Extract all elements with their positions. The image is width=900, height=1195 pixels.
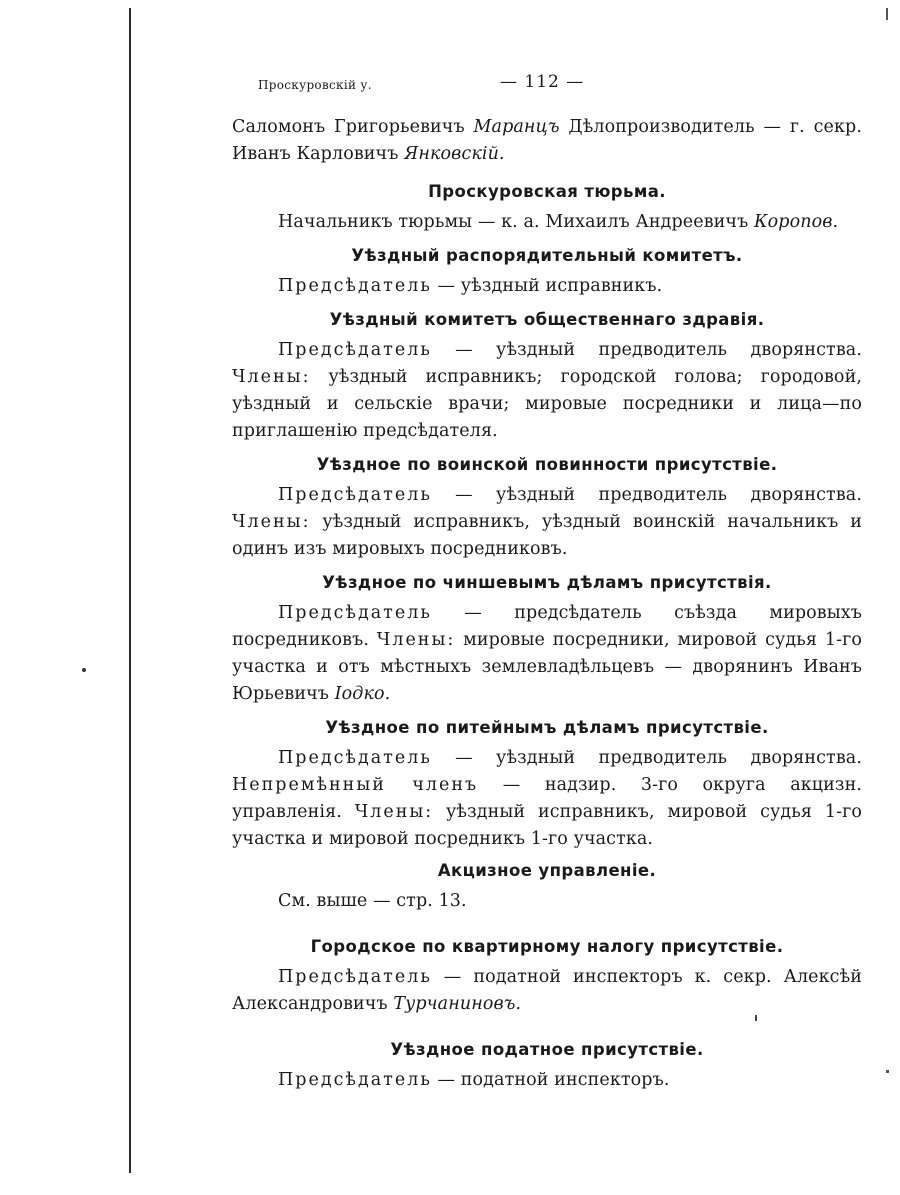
person-name: Коропов. [754,212,839,232]
section-paragraph [232,273,862,300]
role-label: Предсѣдатель [278,340,432,360]
scan-speck [886,1070,889,1073]
section-heading: Уѣздный комитетъ общественнаго здравія. [329,310,765,329]
section-text: уѣздный исправникъ, мировой судья 1-го участка и мировой посредникъ 1-го участка. [232,802,862,849]
role-label: Члены: [232,512,311,532]
section-text: — предсѣдатель съѣзда мировыхъ посредниковъ. [232,603,862,650]
role-label: Предсѣдатель [278,603,432,623]
section-paragraph: См. выше — стр. 13. [278,891,467,911]
role-label: Члены: [232,367,311,387]
role-label: Непремѣнный членъ [232,775,479,795]
section-paragraph [232,209,862,236]
page-number: — 112 — [500,72,585,92]
section-heading: Уѣздное по чиншевымъ дѣламъ присутствія. [322,573,772,592]
section-text: — уѣздный предводитель дворянства. [431,485,862,505]
section-heading: Уѣздное по питейнымъ дѣламъ присутствіе. [325,718,769,737]
scan-speck [886,8,888,20]
running-title: Проскуровскій у. [258,78,372,92]
section-heading: Уѣздное по воинской повинности присутствіе. [316,455,778,474]
person-name: Маранцъ [473,117,560,137]
section-text: — податной инспекторъ к. секр. Алексѣй Александровичъ [232,967,862,1014]
section-heading: Уѣздный распорядительный комитетъ. [351,246,743,265]
section-text: — податной инспекторъ. [431,1070,670,1090]
section-heading: Городское по квартирному налогу присутствіе. [310,937,784,956]
section-paragraph [232,745,862,853]
role-label: Начальникъ тюрьмы [278,212,473,232]
person-name: Турчаниновъ. [393,994,522,1014]
section-heading: Акцизное управленіе. [437,861,657,880]
role-label: Члены: [354,802,434,822]
person-name: Янковскій. [404,144,505,164]
scan-binding-line [129,8,131,1173]
role-label: Предсѣдатель [278,748,432,768]
role-label: Предсѣдатель [278,276,432,296]
section-text: — уѣздный исправникъ. [431,276,663,296]
role-label: Предсѣдатель [278,1070,432,1090]
intro-text: Дѣлопроизводитель — г. секр. Иванъ Карловичъ [232,117,862,164]
role-label: Предсѣдатель [278,485,432,505]
section-paragraph [232,1067,862,1094]
section-text: — надзир. 3-го округа акцизн. управленія. [232,775,862,822]
section-heading: Проскуровская тюрьма. [428,182,666,201]
section-text: — уѣздный предводитель дворянства. [431,748,862,768]
section-paragraph [232,337,862,445]
scan-speck [82,668,86,672]
section-text: — к. а. Михаилъ Андреевичъ [472,212,755,232]
intro-paragraph [232,114,862,168]
section-text: мировые посредники, мировой судья 1-го участка и отъ мѣстныхъ землевладѣльцевъ — дворянинъ Иванъ Юрьевичъ [232,630,862,704]
section-text: — уѣздный предводитель дворянства. [431,340,862,360]
intro-text: Саломонъ Григорьевичъ [232,117,474,137]
document-page [232,70,862,1094]
role-label: Члены: [376,630,456,650]
role-label: Предсѣдатель [278,967,432,987]
section-text: уѣздный исправникъ; городской голова; городовой, уѣздный и сельскіе врачи; мировые посредники и лица—по приглашенію предсѣдателя. [232,367,862,441]
page-header [232,70,862,100]
section-heading: Уѣздное податное присутствіе. [390,1040,704,1059]
section-paragraph [232,482,862,563]
person-name: Іодко. [334,684,391,704]
section-paragraph [232,964,862,1018]
section-paragraph [232,600,862,708]
section-text: уѣздный исправникъ, уѣздный воинскій начальникъ и одинъ изъ мировыхъ посредниковъ. [232,512,862,559]
